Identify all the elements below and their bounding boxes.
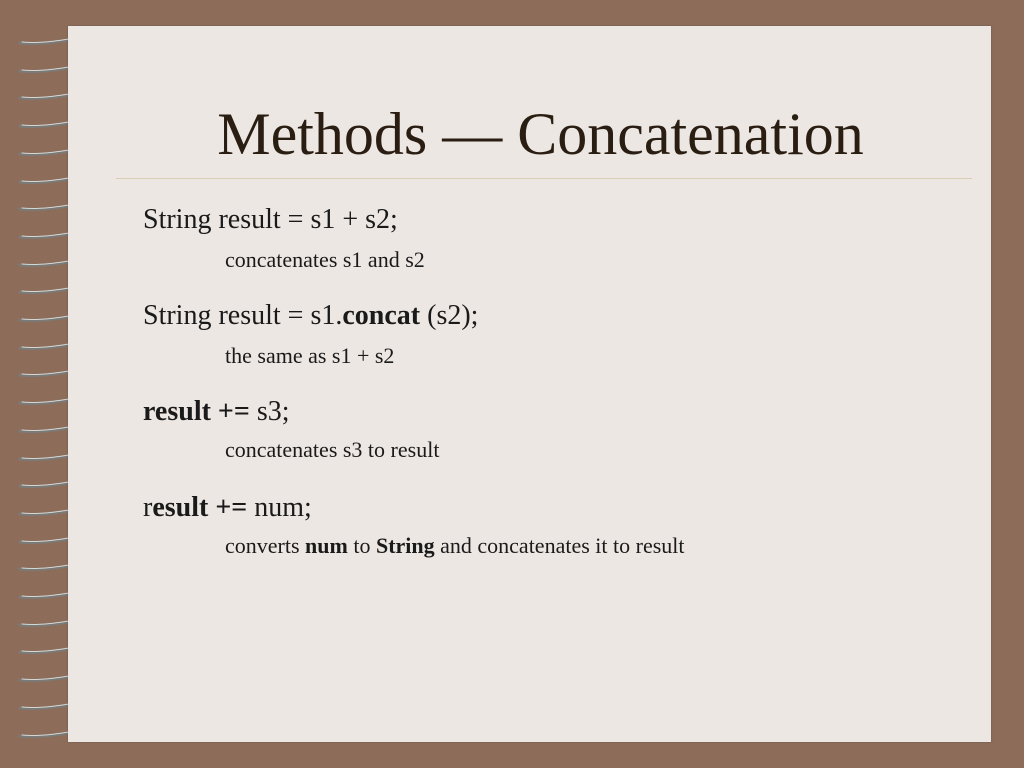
code-line-3-part-b: s3; xyxy=(249,396,290,427)
notebook-page xyxy=(68,26,991,742)
description-line-4-part-b: to xyxy=(347,533,376,558)
code-line-3 xyxy=(143,396,290,428)
title-divider xyxy=(116,178,972,179)
description-line-4-string: String xyxy=(375,533,435,558)
description-line-4-num: num xyxy=(305,533,348,558)
code-line-2-part-a: String result = s1. xyxy=(143,300,343,331)
code-line-4 xyxy=(143,492,312,524)
description-line-4-part-c: and concatenates it to result xyxy=(434,533,685,558)
description-line-4 xyxy=(225,533,685,559)
code-line-2 xyxy=(143,300,478,332)
code-line-1-text: String result = s1 + s2; xyxy=(143,204,398,235)
code-line-2-method: concat xyxy=(342,300,421,331)
slide-title: Methods — Concatenation xyxy=(217,101,864,167)
description-line-4-part-a: converts xyxy=(225,533,306,558)
description-line-3 xyxy=(225,437,439,463)
description-line-2 xyxy=(225,343,394,369)
code-line-1 xyxy=(143,204,398,236)
code-line-3-operator: result += xyxy=(143,396,250,427)
code-line-4-part-b: num; xyxy=(247,492,312,523)
description-line-3-text: concatenates s3 to result xyxy=(225,437,440,462)
code-line-4-operator: esult += xyxy=(152,492,248,523)
description-line-1-text: concatenates s1 and s2 xyxy=(225,247,425,272)
code-line-4-part-a: r xyxy=(143,492,153,523)
description-line-2-text: the same as s1 + s2 xyxy=(225,343,395,368)
description-line-1 xyxy=(225,247,425,273)
code-line-2-part-b: (s2); xyxy=(420,300,479,331)
